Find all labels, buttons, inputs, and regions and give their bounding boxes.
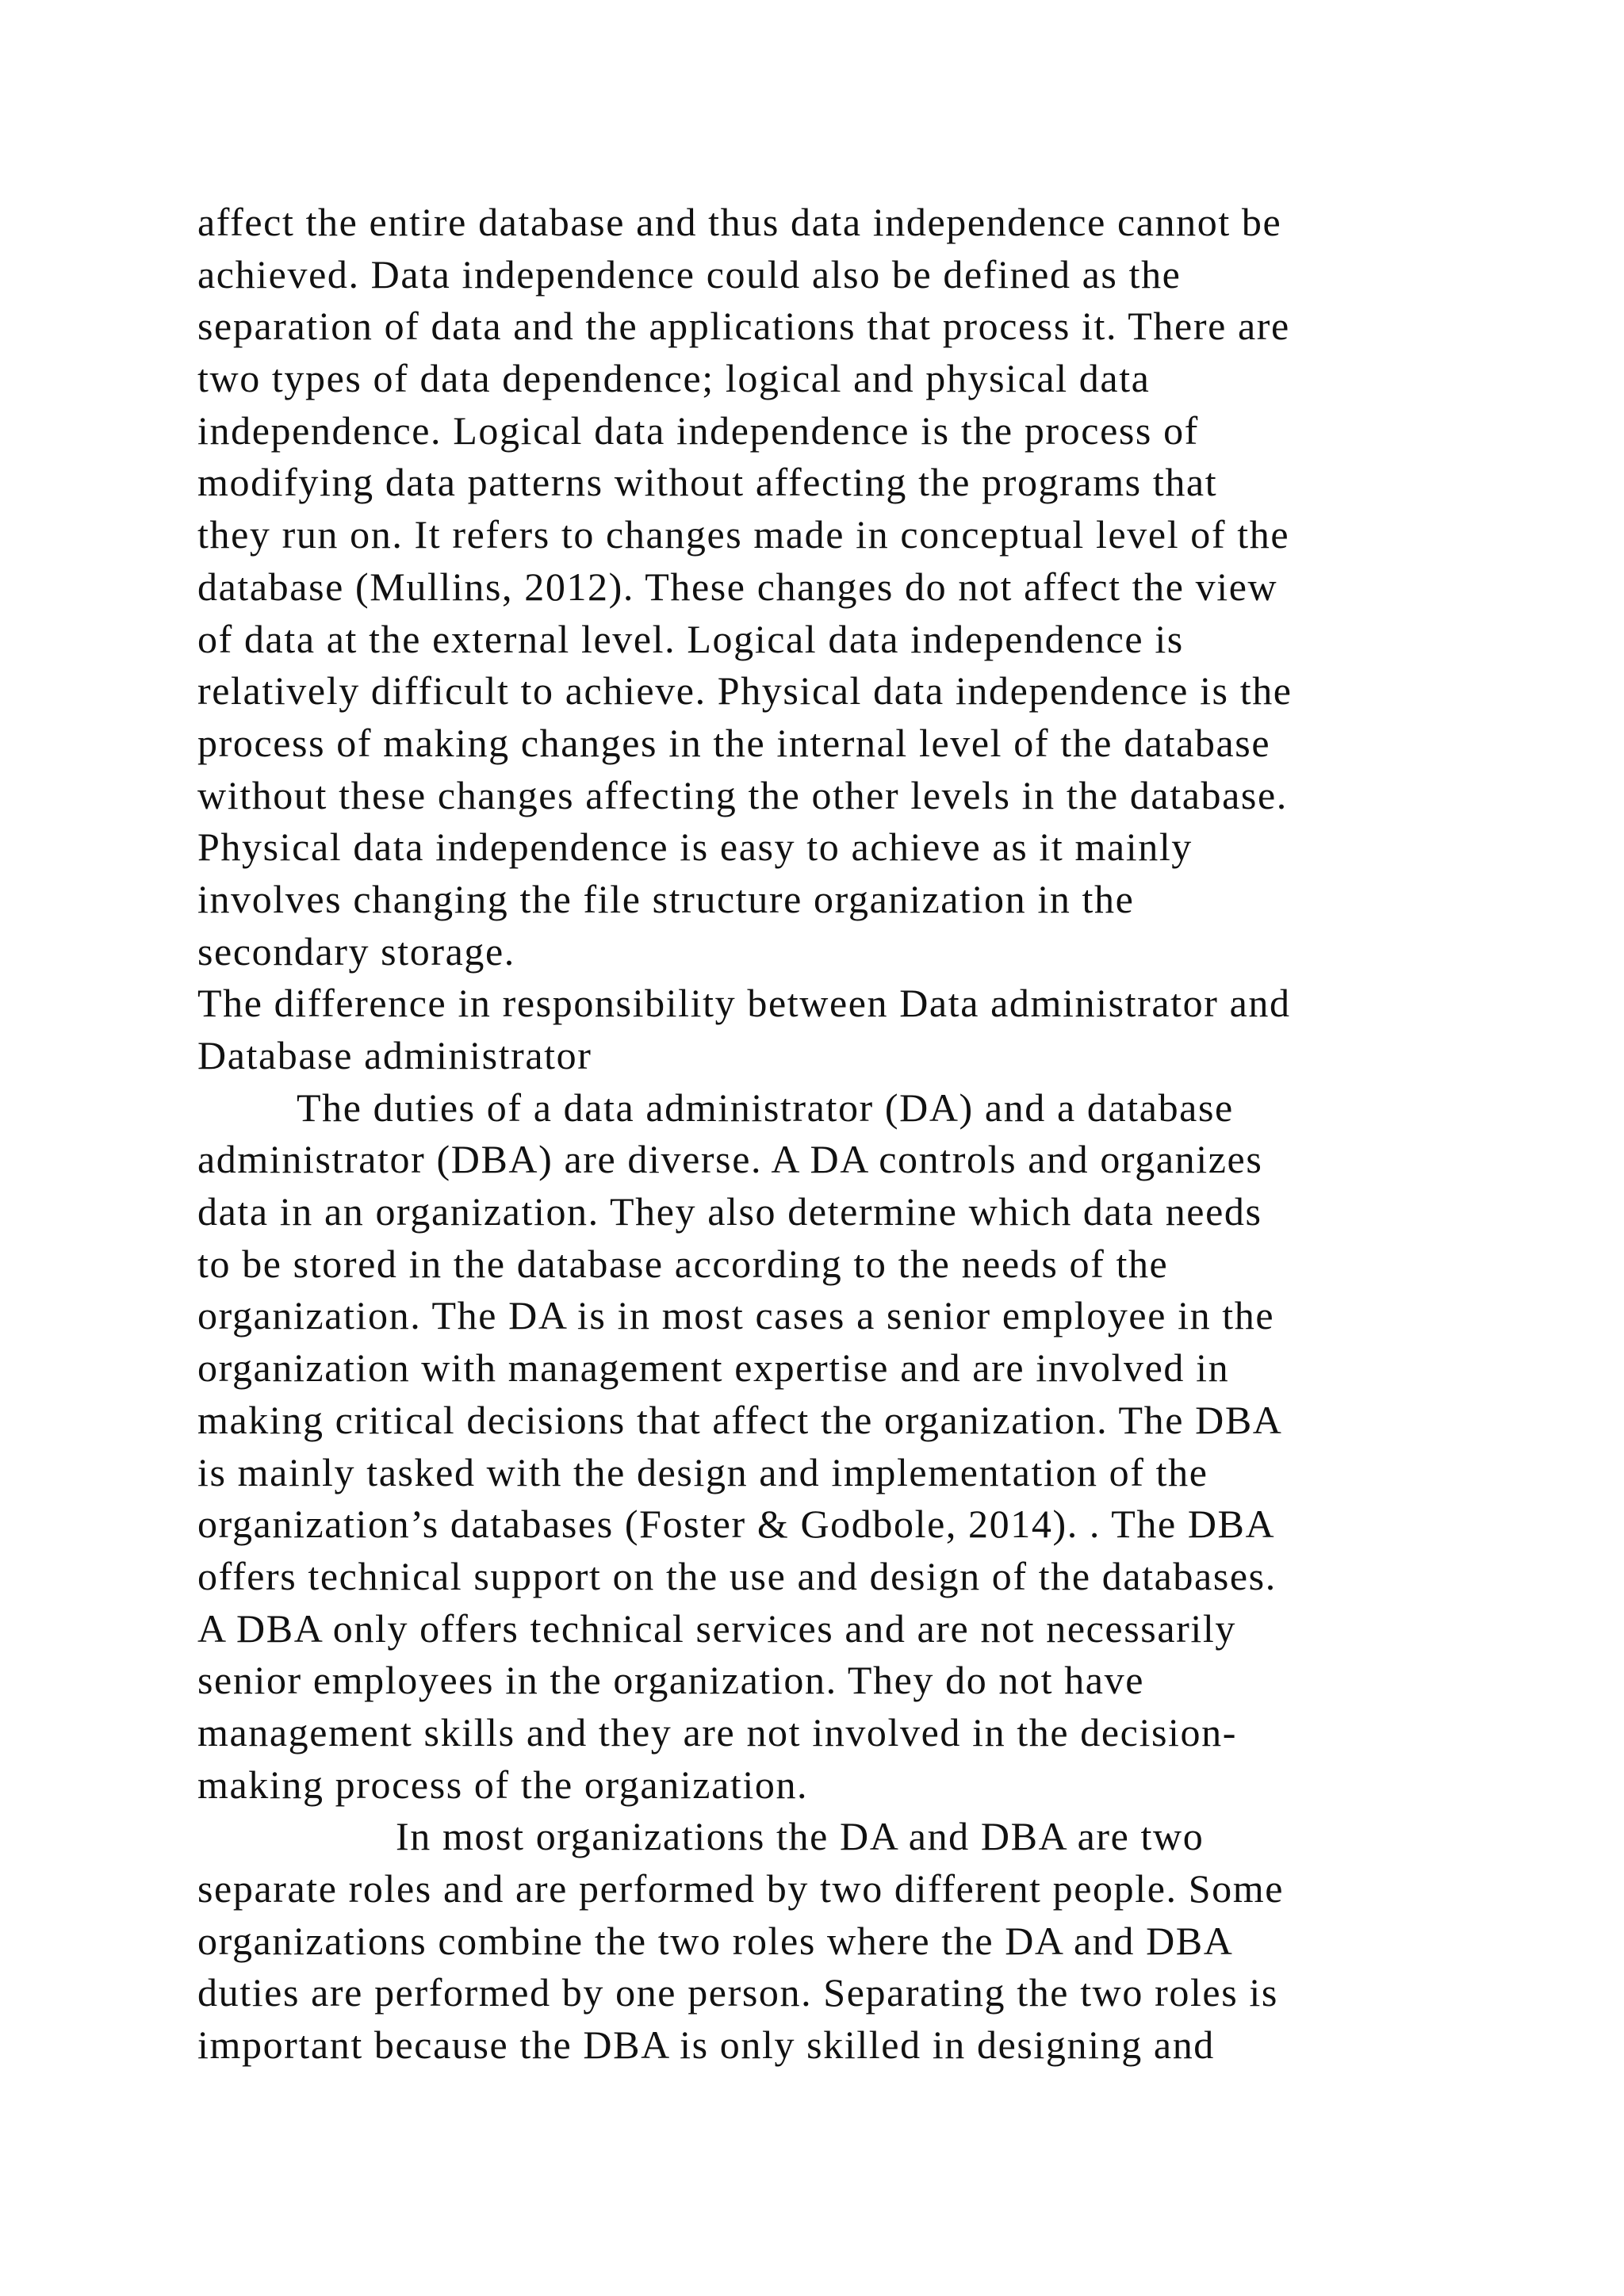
text-line: offers technical support on the use and design of the databases.	[197, 1553, 1277, 1598]
text-line: data in an organization. They also determine which data needs	[197, 1189, 1262, 1234]
text-line: The duties of a data administrator (DA) and a database	[297, 1085, 1234, 1130]
text-line: making critical decisions that affect the organization. The DBA	[197, 1397, 1283, 1442]
text-line: organization. The DA is in most cases a senior employee in the	[197, 1293, 1275, 1338]
paragraph-da-dba-duties	[197, 1082, 1498, 1812]
text-line: separation of data and the applications that process it. There are	[197, 304, 1290, 349]
heading-line: The difference in responsibility between Data administrator and	[197, 981, 1291, 1026]
text-line: administrator (DBA) are diverse. A DA controls and organizes	[197, 1137, 1263, 1182]
text-line: organization with management expertise and are involved in	[197, 1345, 1230, 1391]
text-line: achieved. Data independence could also be defined as the	[197, 251, 1182, 297]
text-line: duties are performed by one person. Separating the two roles is	[197, 1970, 1278, 2015]
text-line: database (Mullins, 2012). These changes do not affect the view	[197, 564, 1278, 609]
text-line: important because the DBA is only skilled in designing and	[197, 2022, 1215, 2068]
section-heading	[197, 978, 1498, 1081]
text-line: is mainly tasked with the design and implementation of the	[197, 1449, 1208, 1494]
text-line: organizations combine the two roles where the DA and DBA	[197, 1918, 1234, 1963]
paragraph-data-independence	[197, 197, 1498, 978]
text-line: separate roles and are performed by two different people. Some	[197, 1866, 1285, 1911]
text-line: affect the entire database and thus data independence cannot be	[197, 200, 1282, 244]
paragraph-separate-roles	[197, 1811, 1498, 2071]
text-line: Physical data independence is easy to achieve as it mainly	[197, 825, 1193, 870]
text-line: relatively difficult to achieve. Physical data independence is the	[197, 668, 1293, 714]
text-line: process of making changes in the internal level of the database	[197, 720, 1271, 765]
text-line: modifying data patterns without affecting the programs that	[197, 460, 1218, 505]
text-line: of data at the external level. Logical data independence is	[197, 616, 1184, 661]
text-line: A DBA only offers technical services and are not necessarily	[197, 1605, 1236, 1651]
text-line: without these changes affecting the other levels in the database.	[197, 772, 1288, 817]
text-line: making process of the organization.	[197, 1762, 809, 1807]
text-line: secondary storage.	[197, 928, 515, 974]
text-line: to be stored in the database according to the needs of the	[197, 1241, 1169, 1286]
text-line: they run on. It refers to changes made in conceptual level of the	[197, 512, 1290, 557]
text-line: independence. Logical data independence is the process of	[197, 408, 1199, 453]
text-line: organization’s databases (Foster & Godbole, 2014). . The DBA	[197, 1502, 1276, 1547]
heading-line: Database administrator	[197, 1033, 592, 1077]
document-body	[197, 197, 1498, 2072]
text-line: management skills and they are not involved in the decision-	[197, 1709, 1237, 1755]
text-line: senior employees in the organization. They do not have	[197, 1658, 1144, 1703]
text-line: two types of data dependence; logical and physical data	[197, 356, 1151, 401]
text-line: In most organizations the DA and DBA are two	[396, 1814, 1205, 1859]
text-line: involves changing the file structure organization in the	[197, 876, 1135, 921]
